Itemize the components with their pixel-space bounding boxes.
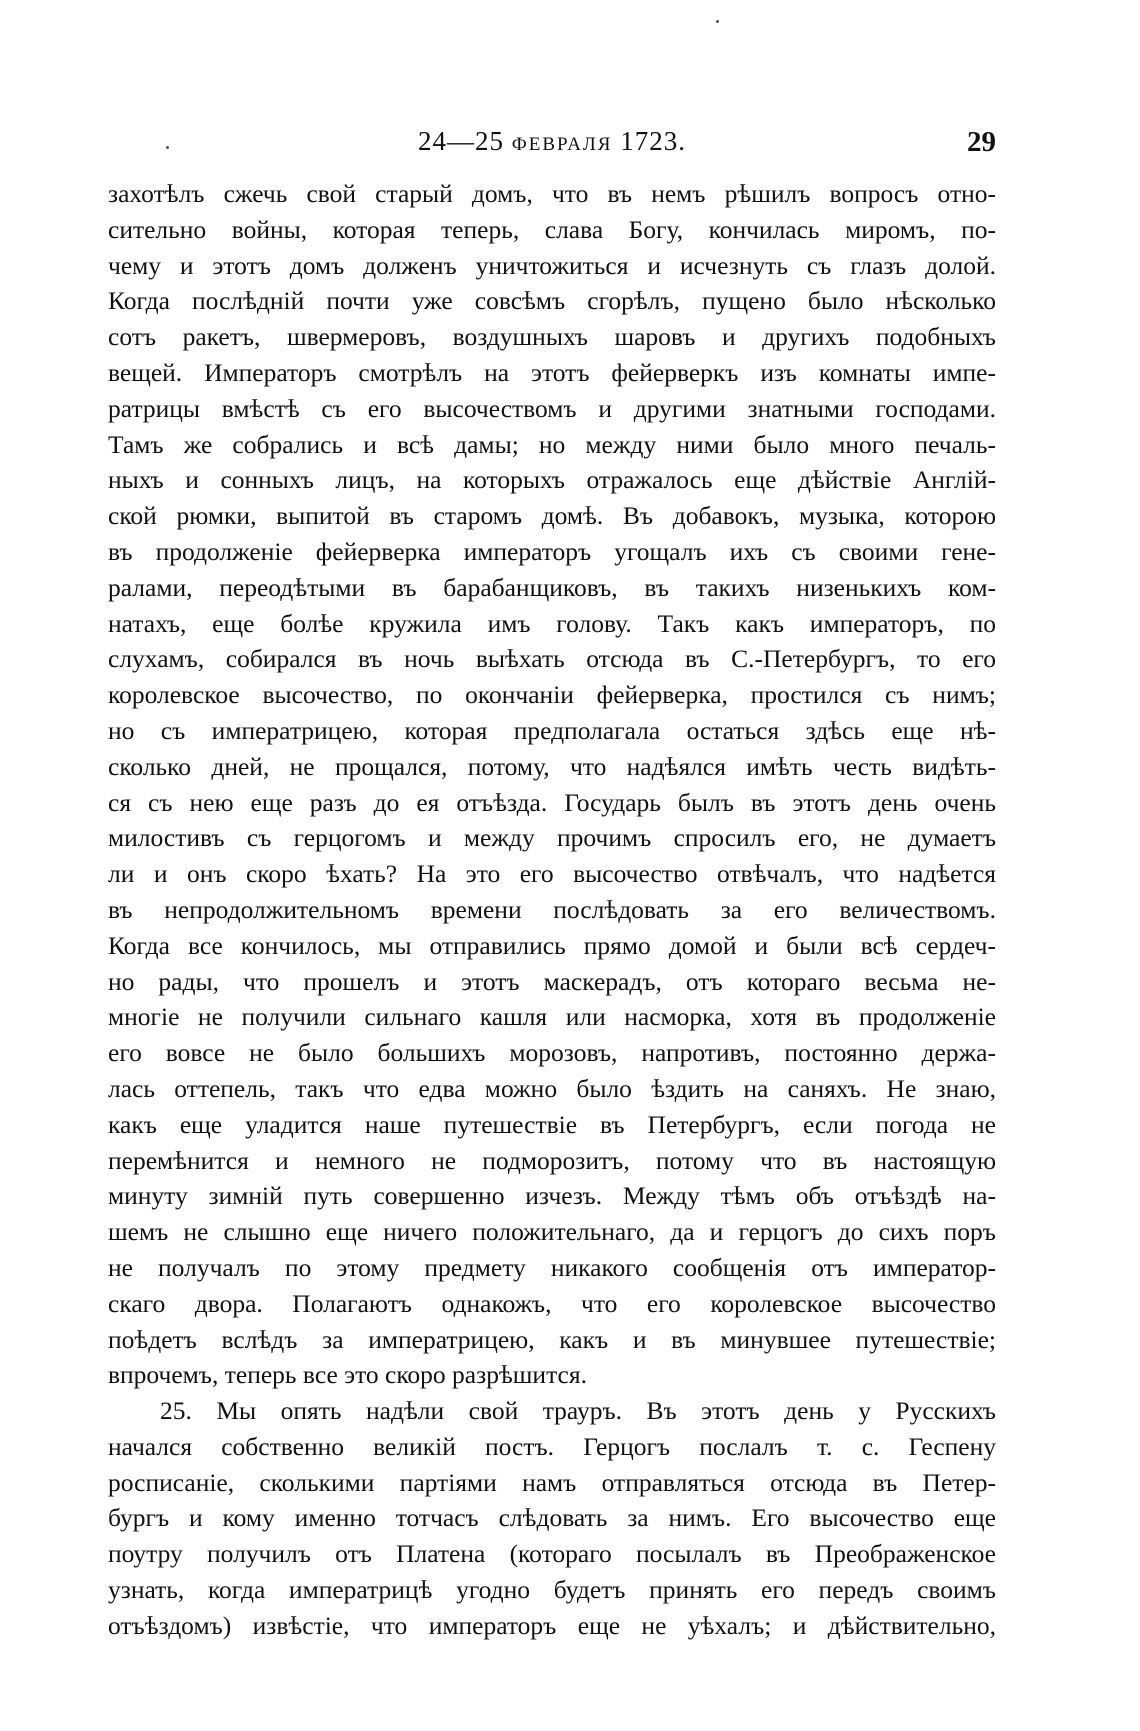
running-header bbox=[108, 126, 996, 160]
print-speck bbox=[716, 20, 719, 23]
text-line: шемъ не слышно еще ничего положительнаго, да и герцогъ до сихъ поръ bbox=[108, 1217, 996, 1247]
text-line: ли и онъ скоро ѣхать? На это его высочество отвѣчалъ, что надѣется bbox=[108, 859, 996, 889]
text-line: въ непродолжительномъ времени послѣдовать за его величествомъ. bbox=[108, 894, 996, 924]
text-line: бургъ и кому именно тотчасъ слѣдовать за нимъ. Его высочество еще bbox=[108, 1503, 996, 1533]
text-line: впрочемъ, теперь все это скоро разрѣшится. bbox=[108, 1360, 587, 1390]
text-line: скаго двора. Полагаютъ однакожъ, что его королевское высочество bbox=[108, 1288, 996, 1318]
text-line: лась оттепель, такъ что едва можно было ѣздить на саняхъ. Не знаю, bbox=[108, 1073, 996, 1103]
text-line: милостивъ съ герцогомъ и между прочимъ спросилъ его, не думаетъ bbox=[108, 823, 996, 853]
text-line: поѣдетъ вслѣдъ за императрицею, какъ и въ минувшее путешествiе; bbox=[108, 1324, 996, 1354]
text-line: сколько дней, не прощался, потому, что надѣялся имѣть честь видѣть- bbox=[108, 751, 996, 781]
text-line: многiе не получили сильнаго кашля или насморка, хотя въ продолженiе bbox=[108, 1002, 996, 1032]
text-line: Когда все кончилось, мы отправились прямо домой и были всѣ сердеч- bbox=[108, 930, 996, 960]
page-number: 29 bbox=[967, 126, 996, 158]
text-line: минуту зимнiй путь совершенно изчезъ. Между тѣмъ объ отъѣздѣ на- bbox=[108, 1181, 996, 1211]
text-line: его вовсе не было большихъ морозовъ, напротивъ, постоянно держа- bbox=[108, 1038, 996, 1068]
text-line: ратрицы вмѣстѣ съ его высочествомъ и другими знатными господами. bbox=[108, 393, 996, 423]
text-line: вещей. Императоръ смотрѣлъ на этотъ фейерверкъ изъ комнаты импе- bbox=[108, 357, 996, 387]
text-line: Когда послѣднiй почти уже совсѣмъ сгорѣлъ, пущено было нѣсколько bbox=[108, 286, 996, 316]
text-line: ской рюмки, выпитой въ старомъ домѣ. Въ добавокъ, музыка, которою bbox=[108, 501, 996, 531]
text-line: ралами, переодѣтыми въ барабанщиковъ, въ такихъ низенькихъ ком- bbox=[108, 572, 996, 602]
paragraph-start-line: 25. Мы опять надѣли свой трауръ. Въ этотъ день у Русскихъ bbox=[160, 1396, 996, 1426]
text-line: натахъ, еще болѣе кружила имъ голову. Такъ какъ императоръ, по bbox=[108, 608, 996, 638]
text-line: захотѣлъ сжечь свой старый домъ, что въ немъ рѣшилъ вопросъ отно- bbox=[108, 179, 996, 208]
text-line: ныхъ и сонныхъ лицъ, на которыхъ отражалось еще дѣйствiе Англiй- bbox=[108, 465, 996, 495]
text-line: сительно войны, которая теперь, слава Богу, кончилась миромъ, по- bbox=[108, 214, 996, 244]
text-line: чему и этотъ домъ долженъ уничтожиться и исчезнуть съ глазъ долой. bbox=[108, 250, 996, 280]
text-line: перемѣнится и немного не подморозитъ, потому что въ настоящую bbox=[108, 1145, 996, 1175]
text-line: сотъ ракетъ, швермеровъ, воздушныхъ шаровъ и другихъ подобныхъ bbox=[108, 322, 996, 352]
text-line: росписанiе, сколькими партiями намъ отправляться отсюда въ Петер- bbox=[108, 1467, 996, 1497]
text-line: ся съ нею еще разъ до ея отъѣзда. Государь былъ въ этотъ день очень bbox=[108, 787, 996, 817]
text-line: какъ еще уладится наше путешествiе въ Петербургъ, если погода не bbox=[108, 1109, 996, 1139]
header-year: 1723. bbox=[620, 126, 686, 156]
text-line: начался собственно великiй постъ. Герцогъ послалъ т. с. Геспену bbox=[108, 1431, 996, 1461]
text-line: слухамъ, собирался въ ночь выѣхать отсюда въ С.-Петербургъ, то его bbox=[108, 644, 996, 674]
text-line: но рады, что прошелъ и этотъ маскерадъ, отъ котораго весьма не- bbox=[108, 966, 996, 996]
body-text bbox=[108, 176, 996, 1644]
text-line: поутру получилъ отъ Платена (котораго посылалъ въ Преображенское bbox=[108, 1539, 996, 1569]
text-line: но съ императрицею, которая предполагала остаться здѣсь еще нѣ- bbox=[108, 715, 996, 745]
text-line: Тамъ же собрались и всѣ дамы; но между ними было много печаль- bbox=[108, 429, 996, 459]
text-line: не получалъ по этому предмету никакого сообщенiя отъ император- bbox=[108, 1252, 996, 1282]
text-line: королевское высочество, по окончанiи фейерверка, простился съ нимъ; bbox=[108, 680, 996, 710]
header-date-prefix: 24—25 bbox=[418, 126, 505, 156]
header-date bbox=[108, 126, 996, 157]
text-line: узнать, когда императрицѣ угодно будетъ принять его передъ своимъ bbox=[108, 1575, 996, 1605]
text-line: отъѣздомъ) извѣстiе, что императоръ еще не уѣхалъ; и дѣйствительно, bbox=[108, 1610, 996, 1640]
header-month: ФЕВРАЛЯ bbox=[511, 134, 613, 155]
text-line: въ продолженiе фейерверка императоръ угощалъ ихъ съ своими гене- bbox=[108, 536, 996, 566]
